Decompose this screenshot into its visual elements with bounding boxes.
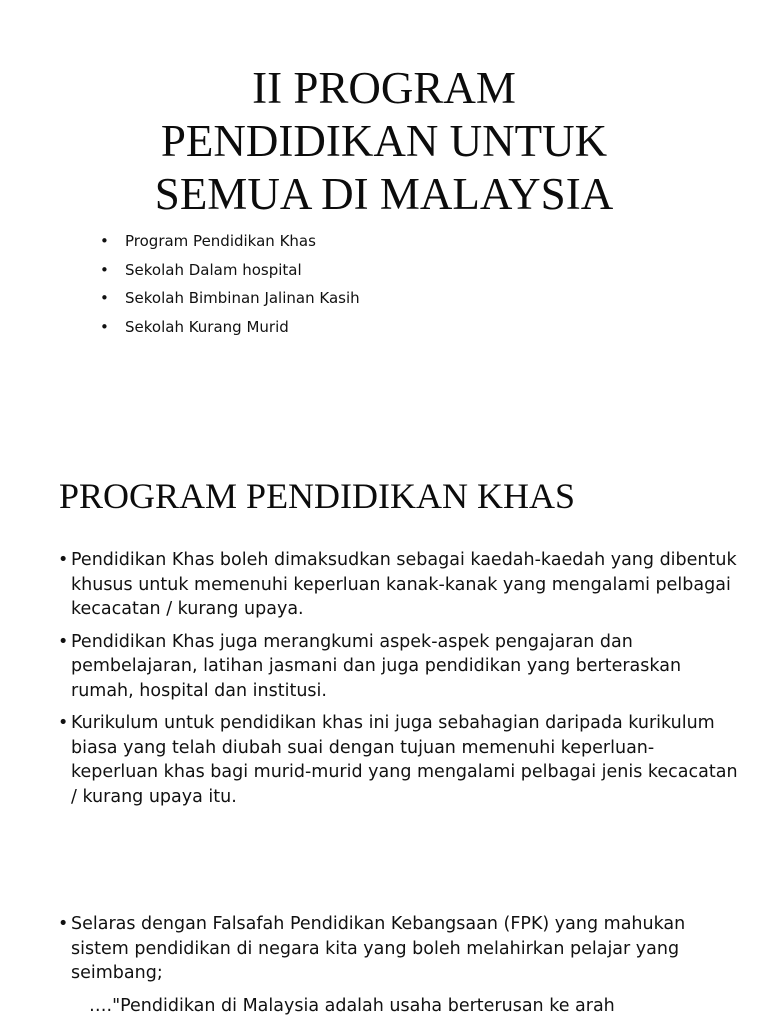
list-item-text: Kurikulum untuk pendidikan khas ini juga sebahagian daripada kurikulum biasa yang telah diubah suai dengan tujuan memenuhi keperluan-keperluan khas bagi murid-murid yang mengalami pelbagai jenis kecacatan / kurang upaya itu. xyxy=(71,713,738,807)
list-item xyxy=(100,256,360,285)
list-item xyxy=(58,548,738,622)
bullet-icon: • xyxy=(58,914,69,934)
list-item-text: Pendidikan Khas boleh dimaksudkan sebagai kaedah-kaedah yang dibentuk khusus untuk memenuhi keperluan kanak-kanak yang mengalami pelbagai kecacatan / kurang upaya. xyxy=(71,550,737,619)
bullet-icon: • xyxy=(100,317,109,336)
list-item-text: Program Pendidikan Khas xyxy=(125,232,316,250)
list-item-text: Sekolah Dalam hospital xyxy=(125,260,302,279)
slide-1 xyxy=(0,0,768,420)
slide-2-title: PROGRAM PENDIDIKAN KHAS xyxy=(59,476,576,516)
slide-2 xyxy=(0,420,768,1024)
slide-1-title-line: PENDIDIKAN UNTUK xyxy=(160,116,608,166)
bullet-icon: • xyxy=(100,232,109,250)
slide-1-bullet-list xyxy=(100,227,360,341)
bullet-icon: • xyxy=(58,713,69,733)
bullet-icon: • xyxy=(58,631,69,652)
list-item xyxy=(58,630,738,704)
list-item-text: Sekolah Bimbinan Jalinan Kasih xyxy=(125,289,360,307)
list-item xyxy=(100,227,360,256)
list-item xyxy=(58,912,738,986)
slide-1-title xyxy=(0,62,768,221)
list-item xyxy=(100,284,360,313)
list-item-text: Selaras dengan Falsafah Pendidikan Kebangsaan (FPK) yang mahukan sistem pendidikan di negara kita yang boleh melahirkan pelajar yang seimbang; xyxy=(71,914,686,983)
slide-1-title-line: SEMUA DI MALAYSIA xyxy=(154,169,614,219)
bullet-icon: • xyxy=(100,260,109,279)
bullet-icon: • xyxy=(100,289,109,307)
slide-1-title-line: II PROGRAM xyxy=(252,63,516,113)
list-item-text: Sekolah Kurang Murid xyxy=(125,317,289,336)
slide-2-bullet-list xyxy=(58,548,738,817)
list-item xyxy=(58,711,738,809)
fpk-quote: …."Pendidikan di Malaysia adalah usaha berterusan ke arah xyxy=(89,996,615,1016)
list-item-text: Pendidikan Khas juga merangkumi aspek-aspek pengajaran dan pembelajaran, latihan jasmani dan juga pendidikan yang berteraskan rumah, hospital dan institusi. xyxy=(71,631,682,701)
slide-2-bullet-list-secondary xyxy=(58,912,738,986)
list-item xyxy=(100,313,360,342)
bullet-icon: • xyxy=(58,550,69,570)
